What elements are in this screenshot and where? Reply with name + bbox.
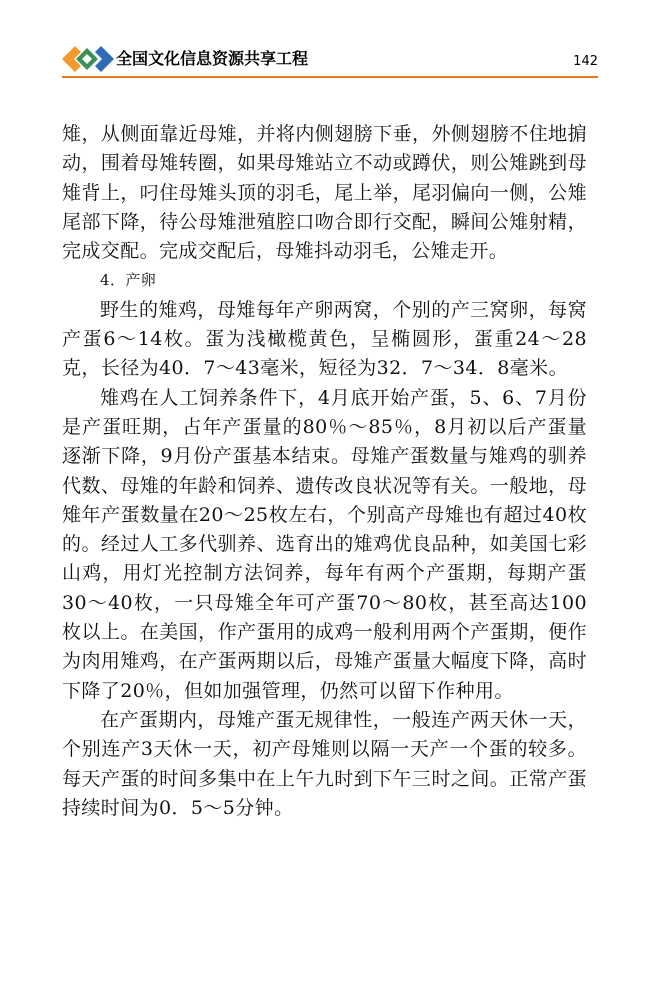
logo-icon xyxy=(62,44,114,74)
paragraph-wild-laying: 野生的雉鸡，母雉每年产卵两窝，个别的产三窝卵，每窝产蛋6～14枚。蛋为浅橄榄黄色，呈椭圆形，蛋重24～28克，长径为40．7～43毫米，短径为32．7～34．8毫米。 xyxy=(62,298,587,380)
header-rule xyxy=(62,76,598,78)
paragraph-laying-pattern: 在产蛋期内，母雉产蛋无规律性，一般连产两天休一天，个别连产3天休一天，初产母雉则以隔一天产一个蛋的较多。每天产蛋的时间多集中在上午九时到下午三时之间。正常产蛋持续时间为0．5～5分钟。 xyxy=(62,708,587,819)
header-title: 全国文化信息资源共享工程 xyxy=(116,49,309,68)
paragraph-captive-laying: 雉鸡在人工饲养条件下，4月底开始产蛋，5、6、7月份是产蛋旺期，占年产蛋量的80％～85％，8月初以后产蛋量逐渐下降，9月份产蛋基本结束。母雉产蛋数量与雉鸡的驯养代数、母雉的年龄和饲养、遗传改良状况等有关。一般地，母雉年产蛋数量在20～25枚左右，个别高产母雉也有超过40枚的。经过人工多代驯养、选育出的雉鸡优良品种，如美国七彩山鸡，用灯光控制方法饲养，每年有两个产蛋期，每期产蛋30～40枚，一只母雉全年可产蛋70～80枚，甚至高达100枚以上。在美国，作产蛋用的成鸡一般利用两个产蛋期，便作为肉用雉鸡，在产蛋两期以后，母雉产蛋量大幅度下降，高时下降了20％，但如加强管理，仍然可以留下作种用。 xyxy=(62,386,587,702)
page-header xyxy=(0,0,646,84)
body-text xyxy=(62,120,587,823)
page-number: 142 xyxy=(573,54,598,69)
paragraph-continuation: 雉，从侧面靠近母雉，并将内侧翅膀下垂，外侧翅膀不住地掮动，围着母雉转圈，如果母雉站立不动或蹲伏，则公雉跳到母雉背上，叼住母雉头顶的羽毛，尾上举，尾羽偏向一侧，公雉尾部下降，待公母雉泄殖腔口吻合即行交配，瞬间公雉射精，完成交配。完成交配后，母雉抖动羽毛，公雉走开。 xyxy=(62,123,587,263)
section-heading: 4．产卵 xyxy=(100,271,157,290)
